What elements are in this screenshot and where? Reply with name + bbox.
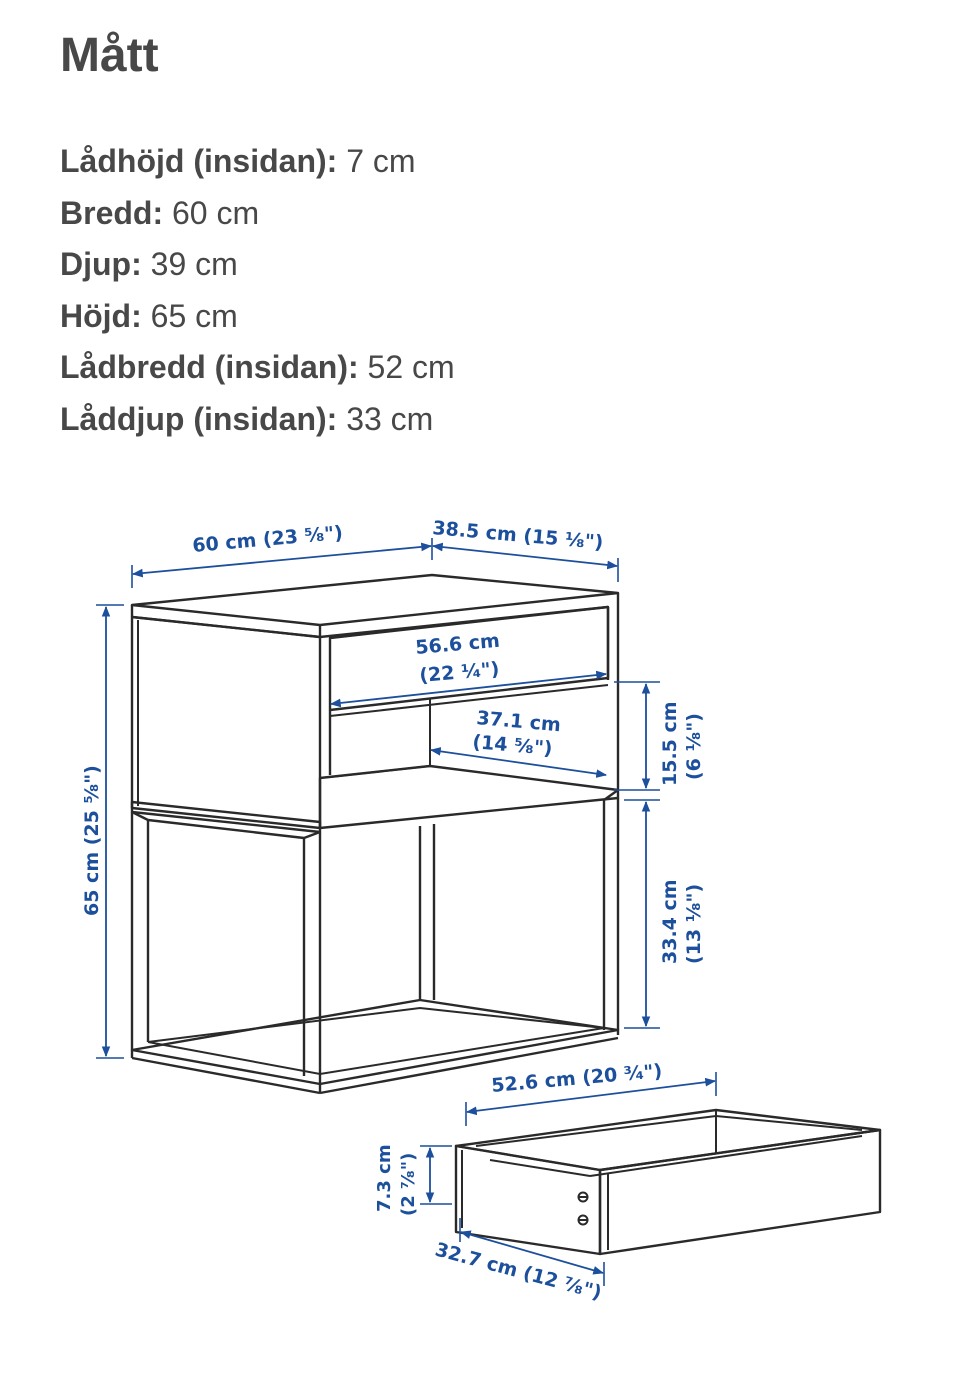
spec-drawer-inner-width: [60, 342, 455, 394]
label-drawer-width: 52.6 cm (20 ³⁄₄"): [490, 1060, 664, 1097]
dimension-width: [132, 522, 432, 588]
dimension-drawer-height: [374, 1144, 452, 1216]
spec-drawer-inner-depth: [60, 394, 455, 446]
label-width: 60 cm (23 ⁵⁄₈"): [191, 521, 344, 557]
frame-corner: [304, 832, 320, 838]
label-upper-height-cm: 15.5 cm: [659, 701, 681, 786]
label-depth: 38.5 cm (15 ¹⁄₈"): [431, 517, 605, 554]
drawer-front-panel: [600, 1130, 880, 1254]
nightstand-outline: [132, 575, 618, 1093]
label-top-inner-width-cm: 56.6 cm: [414, 629, 501, 659]
bottom-board-edge: [330, 766, 430, 777]
cabinet-top: [132, 575, 618, 625]
page-title: Mått: [60, 29, 159, 82]
drawer-inner-edge: [490, 1160, 590, 1176]
spec-value: 7 cm: [346, 143, 416, 179]
dimension-height: [81, 605, 124, 1058]
label-top-inner-width-in: (22 ¹⁄₄"): [418, 658, 501, 687]
label-shelf-depth-in: (14 ⁵⁄₈"): [471, 731, 554, 760]
label-upper-height-in: (6 ¹⁄₈"): [683, 713, 705, 780]
spec-drawer-inner-height: [60, 136, 455, 188]
spec-depth: [60, 239, 455, 291]
label-drawer-height-in: (2 ⁷⁄₈"): [398, 1152, 419, 1216]
spec-width: [60, 188, 455, 240]
spec-value: 39 cm: [150, 246, 238, 282]
spec-height: [60, 291, 455, 343]
spec-value: 33 cm: [346, 400, 434, 437]
drawer-front: [330, 607, 608, 710]
dimension-upper-height: [614, 682, 705, 790]
spec-value: 65 cm: [150, 297, 238, 334]
cabinet-left-panel: [132, 617, 320, 828]
drawer-inner-edge: [590, 1136, 862, 1176]
label-lower-height-in: (13 ¹⁄₈"): [683, 883, 705, 964]
dimension-lower-height: [624, 800, 705, 1028]
dimension-drawer-depth: [433, 1218, 604, 1304]
spec-label: Bredd:: [60, 194, 164, 231]
dimension-spec-list: [60, 136, 455, 445]
bottom-board: [320, 766, 618, 828]
spec-label: Djup:: [60, 246, 142, 282]
spec-value: 60 cm: [172, 194, 260, 231]
label-height: 65 cm (25 ⁵⁄₈"): [81, 765, 103, 916]
spec-label: Lådbredd (insidan):: [60, 349, 359, 385]
label-shelf-depth-cm: 37.1 cm: [475, 707, 562, 737]
spec-value: 52 cm: [367, 349, 455, 385]
spec-label: Låddjup (insidan):: [60, 400, 338, 437]
dimension-drawing: [0, 490, 960, 1376]
label-drawer-depth: 32.7 cm (12 ⁷⁄₈"): [432, 1238, 604, 1305]
frame-foot: [132, 1058, 320, 1093]
label-drawer-height-cm: 7.3 cm: [374, 1144, 395, 1212]
dimension-shelf-depth: [431, 707, 606, 775]
dimension-depth: [432, 517, 618, 582]
label-lower-height-cm: 33.4 cm: [659, 879, 681, 964]
spec-label: Höjd:: [60, 297, 142, 334]
spec-label: Lådhöjd (insidan):: [60, 143, 338, 179]
drawer-outline: [456, 1110, 880, 1254]
